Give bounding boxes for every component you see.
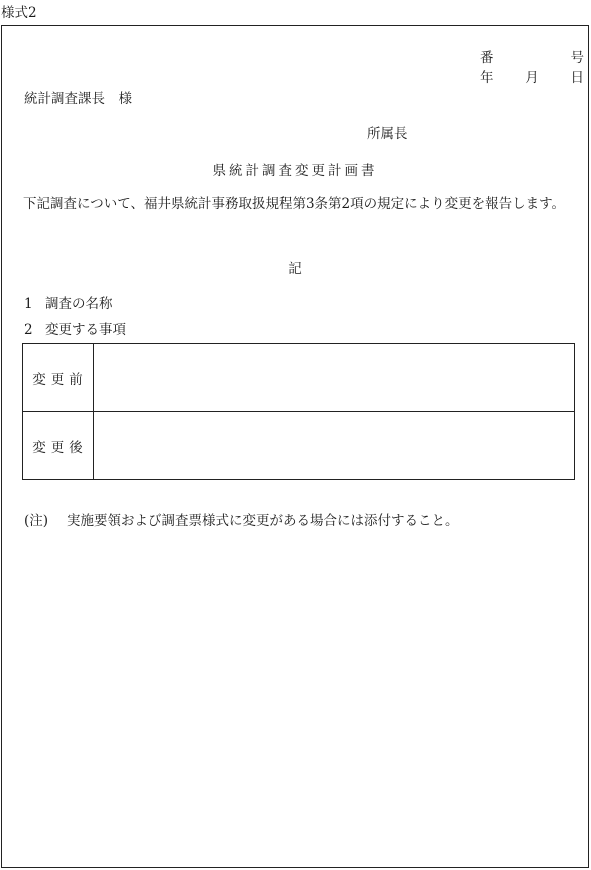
issuer: 所属長: [367, 126, 408, 142]
note: [24, 509, 459, 529]
date-month: 月: [525, 70, 539, 86]
body-text: 下記調査について、福井県統計事務取扱規程第3条第2項の規定により変更を報告します。: [23, 196, 566, 212]
date-year: 年: [480, 70, 494, 86]
ki-heading: 記: [288, 261, 302, 277]
number-suffix: 号: [570, 50, 584, 66]
document-frame: [1, 25, 589, 868]
form-label: 様式2: [1, 5, 37, 21]
before-label: 変更前: [23, 344, 94, 412]
addressee: 統計調査課長 様: [24, 91, 132, 107]
number-label: 番: [480, 50, 494, 66]
item-survey-name: [24, 292, 113, 312]
after-label: 変更後: [23, 412, 94, 480]
item-label: 調査の名称: [45, 296, 113, 312]
note-label: (注): [24, 513, 49, 529]
date-day: 日: [570, 70, 584, 86]
item-label: 変更する事項: [45, 322, 126, 338]
table-row-before: [23, 344, 575, 412]
number-line: [480, 46, 584, 66]
note-text: 実施要領および調査票様式に変更がある場合には添付すること。: [67, 513, 459, 529]
table-row-after: [23, 412, 575, 480]
item-number: 1: [24, 296, 33, 312]
item-number: 2: [24, 322, 33, 338]
document-title: 県統計調査変更計画書: [212, 163, 378, 179]
date-line: [480, 66, 584, 86]
after-value-cell[interactable]: [94, 412, 575, 480]
before-value-cell[interactable]: [94, 344, 575, 412]
change-table: [22, 343, 575, 480]
item-changes: [24, 318, 126, 338]
